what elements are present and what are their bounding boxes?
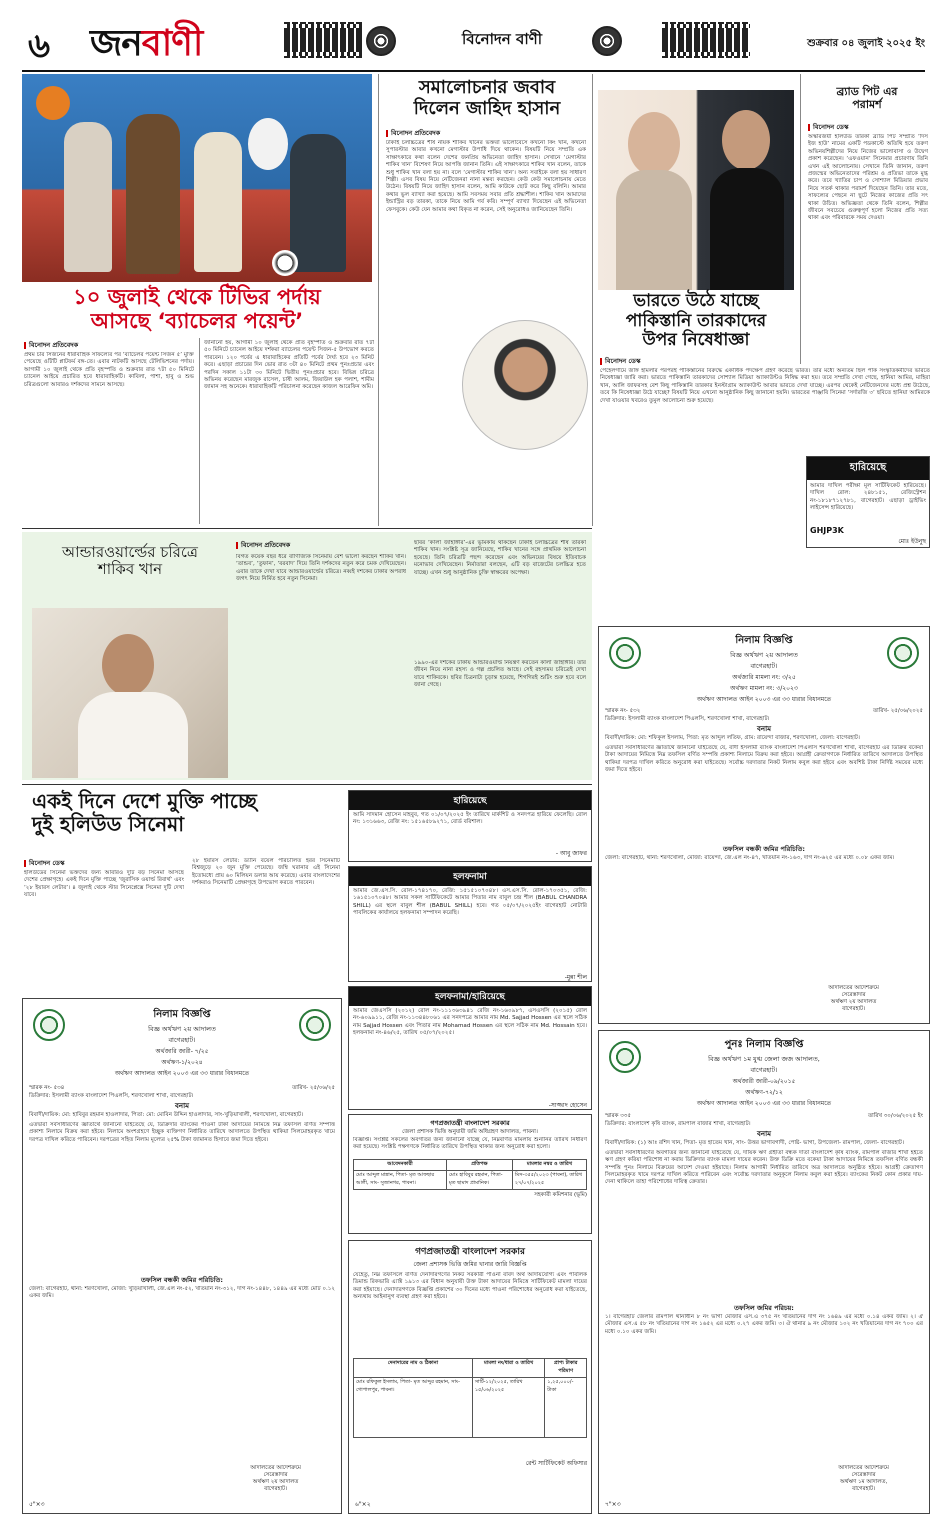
govt-notice-2 (348, 1240, 592, 1514)
table-cell: মোঃ আব্দুল মান্নান, পিতা- মৃত আফছার আলী, সাং- সুজানগর, পাবনা। (354, 1171, 447, 1190)
affidavit-2-title: হলফনামা/হারিয়েছে (349, 987, 591, 1006)
govt-notice-1-header: গণপ্রজাতন্ত্রী বাংলাদেশ সরকার (430, 1119, 510, 1127)
zahid-hasan-headline (384, 78, 590, 119)
auction-notice-2-parties: বিবাদী/দায়িক: মো: হাবিবুর রহমান হাওলাদার, পিতা: মো: মোবিন উদ্দিন হাওলাদার, সাং-খুড়িয়াখালী, শরণখোলা, বাগেরহাট। (29, 1112, 304, 1119)
bachelor-point-headline-line1: ১০ জুলাই থেকে টিভির পর্দায় (73, 285, 321, 309)
auction-notice-1-case1: অর্থজারি মামলা নং: ৩/২৫ (732, 674, 796, 681)
auction-notice-3-title: পুনঃ নিলাম বিজ্ঞপ্তি (724, 1039, 804, 1050)
byline-text: বিনোদন ডেস্ক (29, 859, 65, 867)
zahid-hasan-headline-line2: দিলেন জাহিদ হাসান (413, 97, 561, 119)
auction-notice-2-title: নিলাম বিজ্ঞপ্তি (153, 1009, 211, 1020)
ad-size-label: ৫"×৩ (29, 1501, 45, 1508)
pakistani-stars-photo (598, 90, 794, 290)
auction-notice-2-schedule: জেলা: বাগেরহাট, থানা: শরণখোলা, মৌজা: খুড়িয়াখালী, জে.এল নং-৫২, খতিয়ান নং-৩১২, দাগ নং-১৪৪৮, ১৪৪৯ এর মধ্যে মোট ০.১২ একর জমি। (29, 1285, 335, 1300)
bachelor-point-col2: জানানো হয়, আগামী ১০ জুলাই থেকে প্রতি বৃহস্পতি ও শুক্রবার রাত ৭টা ৫০ মিনিটে চ্যানেল আইয়ে দর্শকরা ব্যাচেলর পয়েন্ট সিজন-৫ উপভোগ করতে পারবেন। ১২০ পর্বের এ ধারাবাহিকের প্রতিটি পর্বের দৈর্ঘ্য হবে ২৩ মিনিট করে। এছাড়া প্রচারের দিন ভোর রাত ৩টা ৪০ মিনিটে প্রথম পুনঃপ্রচার এবং পরদিন সকাল ১১টা ৩০ মিনিটে দ্বিতীয় পুনঃপ্রচার হবে। বিভিন্ন চরিত্রে অভিনয় করেছেন মারজুক রাসেল, চাষী আলম, জিয়াউল হক পলাশ, শামীম জামান সহ অনেকে। ধারাবাহিকটি পরিচালনা করেছেন কাজল আরেফিন অমি। (204, 340, 374, 391)
court-seal-icon (33, 1009, 65, 1041)
byline-text: বিনোদন প্রতিবেদক (391, 129, 441, 137)
signature-line4: বাগেরহাট। (852, 1486, 876, 1492)
auction-notice-1-date: তারিখ- ২৫/০৬/২০২৫ (873, 708, 923, 714)
bachelor-point-byline (24, 340, 194, 351)
vehicle-plate: GHJP3K (810, 526, 844, 535)
auction-notice-3-court: বিজ্ঞ অর্থঋণ ১ম যুগ্ম জেলা জজ আদালত, (708, 1055, 820, 1063)
byline-text: বিনোদন ডেস্ক (605, 357, 641, 365)
auction-notice-1-schedule: জেলা: বাগেরহাট, থানা: শরণখোলা, মৌজা: রায়েন্দা, জে.এল নং-৪৭, খতিয়ান নং-১৬৩, দাগ নং-৬২৫ এর মধ্যে ০.০৮ একর জমি। (605, 854, 895, 861)
auction-notice-2-decree: ডিক্রিদার: ইসলামী ব্যাংক বাংলাদেশ পিএলসি, শরণখোলা শাখা, বাগেরহাট। (29, 1093, 194, 1099)
ad-size-label: ৬"×২ (355, 1501, 371, 1508)
auction-notice-1-place: বাগেরহাট। (750, 662, 778, 670)
shakib-khan-col3: ১৯৯০-এর দশকের ঢাকায় আন্ডারওয়ার্ল্ড নিয়ন্ত্রণ করতেন কালা জাহাঙ্গীর। তার জীবন নিয়ে নানা রহস্য ও গল্প প্রচলিত আছে। সেই রহস্যময় চরিত্রেই দেখা যাবে শাকিবকে। ছবির চিত্রনাট্য চূড়ান্ত হয়েছে, শিগগিরই শুটিং শুরু হবে বলে জানা গেছে। (414, 660, 586, 689)
shakib-khan-byline (236, 540, 406, 551)
auction-notice-1-schedule-title: তফসিল বন্ধকী জমির পরিচিতি: (723, 844, 805, 853)
table-header: আবেদনকারী (354, 1160, 447, 1171)
auction-notice-2-versus: বনাম (175, 1102, 189, 1111)
signature-line3: অর্থঋণ ১ম আদালত, (840, 1479, 888, 1485)
govt-notice-2-header: গণপ্রজাতন্ত্রী বাংলাদেশ সরকার (415, 1247, 525, 1257)
shakib-khan-headline-line1: আন্ডারওয়ার্ল্ডের চরিত্রে (62, 543, 198, 561)
auction-notice-3-signature (838, 1465, 889, 1493)
page-number: ৬ (28, 26, 51, 66)
shakib-khan-col1: বিগত কয়েক বছর ধরে বাণিজ্যিক সিনেমায় বেশ ভালো করছেন শাকিব খান। ‘তান্ডব’, ‘তুফান’, ‘বরবাদ’ দিয়ে তিনি দর্শকদের নতুন করে চমক দেখিয়েছেন। এবার তাকে দেখা যাবে আন্ডারওয়ার্ল্ডের চরিত্রে। নব্বই দশকের ঢাকার অপরাধ জগৎ নিয়ে নির্মিত হবে নতুন সিনেমা। (236, 554, 406, 583)
section-rule (22, 528, 592, 529)
auction-notice-2-body: এতদ্বারা সর্বসাধারণের জ্ঞাতার্থে জানানো যাইতেছে যে, ডিক্রিদার ব্যাংকের পাওনা টাকা আদায়ের নিমিত্তে নিম্ন তফসিল বর্ণিত সম্পত্তি প্রকাশ্য নিলামে বিক্রয় করা হইবে। নিলামে অংশগ্রহণে ইচ্ছুক ব্যক্তিগণ নির্ধারিত তারিখে আদালতে উপস্থিত থাকিয়া সিলমোহরকৃত খামে দরপত্র দাখিল করিতে পারিবেন। দরপত্রের সহিত নিলাম মূল্যের ২৫% টাকা জামানত হিসাবে জমা দিতে হইবে। (29, 1121, 335, 1143)
shakib-khan-headline-line2: শাকিব খান (97, 560, 163, 579)
signature-line4: বাগেরহাট। (264, 1486, 288, 1492)
brad-pitt-title-line2: পরামর্শ (852, 97, 882, 111)
pakistani-stars-byline (600, 356, 790, 367)
byline-text: বিনোদন প্রতিবেদক (29, 341, 79, 349)
auction-notice-3-case1: অর্থজারী জারী-০৯/২০১৫ (732, 1078, 796, 1085)
pakistani-stars-headline-line1: ভারতে উঠে যাচ্ছে (633, 291, 759, 311)
affidavit-2-body: আমার জেএসসি (২০১২) রোল নং-১১১৩৬৩৯৪১ রেজি নং-১৬০৯৮৭, এসএসসি (২০১৫) রোল নং-৬০৯৯১১, রেজি নং-১১৩৪৪৮০৬১ এর সনদপত্রে আমার নাম Md. Sajjad Hossen এর স্থলে সঠিক নাম Sajjad Hossen এবং পিতার নাম Mohamad Hossen এর স্থলে সঠিক নাম Md. Hossain হবে। হলফনামা নং-৪৬/২৫, তারিখ ০৫/০৭/২০২৫। (353, 1008, 587, 1037)
affidavit-1 (348, 866, 592, 982)
govt-notice-2-table (353, 1358, 587, 1438)
table-header: মামলার নম্বর ও তারিখ (512, 1160, 586, 1171)
lost-notice-title: হারিয়েছে (807, 457, 929, 480)
brad-pitt-body: অস্কারজয়ী হলিউড তারকা ব্র্যাড পিট সম্প্রতি ‘দিস ইজ হাউ’ নামের একটি পডকাস্টে অতিথি হয়ে তরুণ অভিনয়শিল্পীদের নিয়ে নিজের ভালোবাসা ও উদ্বেগ প্রকাশ করেছেন। ‘এফওয়ান’ সিনেমার প্রচারণায় তিনি এখন এই আলোচনায়। সেখানে তিনি জানান, তরুণ প্রজন্মের অভিনেতাদের পরিশ্রম ও প্রতিভা তাকে মুগ্ধ করে। তবে খ্যাতির চাপ ও সোশ্যাল মিডিয়ার প্রভাব নিয়ে সতর্ক থাকার পরামর্শ দিয়েছেন তিনি। তার মতে, সাফল্যের পেছনে না ছুটে নিজের কাজের প্রতি সৎ থাকা উচিত। অভিজ্ঞতা থেকে তিনি বলেন, শিল্পীর জীবনে সবচেয়ে গুরুত্বপূর্ণ হলো নিজের প্রতি সত্য থাকা এবং পরিবারকে সময় দেওয়া। (808, 134, 928, 222)
lost-notice-1-signature: - আবু জাফর (555, 850, 587, 857)
govt-notice-1-table (353, 1159, 587, 1190)
auction-notice-1-ref: স্মারক নং- ৫৩২ (605, 708, 641, 714)
signature-line4: বাগেরহাট। (842, 1006, 866, 1012)
table-header: দেনাদারের নাম ও ঠিকানা (354, 1359, 473, 1378)
issue-date: শুক্রবার ০৪ জুলাই ২০২৫ ইং (807, 38, 925, 49)
bachelor-point-cast-photo (22, 74, 372, 282)
affidavit-2 (348, 986, 592, 1110)
auction-notice-2 (22, 998, 342, 1514)
hollywood-col2: ২৮ ইয়ারস লেটার: ড্যানি বয়েল পরিচালিত হরর সিনেমাটি বিশ্বজুড়ে ২০ জুন মুক্তি পেয়েছে। জম্বি ঘরানার এই সিনেমা ইতোমধ্যে প্রায় ৬০ মিলিয়ন ডলার আয় করেছে। এবার বাংলাদেশের দর্শকরাও সিনেমাটি প্রেক্ষাগৃহে উপভোগ করতে পারবেন। (192, 858, 340, 887)
zahid-hasan-body: ঢাকাই চলচ্চিত্রের শীর্ষ নায়ক শাকিব খানের ভক্তরা ভালোবেসে কখনো কিং খান, কখনো সুপারস্টার আবার কখনো মেগাস্টার উপাধি দিয়ে থাকেন। বিষয়টি নিয়ে সম্প্রতি এক সাক্ষাৎকারে কথা বলেন দেশের জনপ্রিয় অভিনেতা জাহিদ হাসান। সেখানে ‘মেগাস্টার শাকিব খান’ বিশেষণ নিয়ে আপত্তি জানান তিনি। এই সাক্ষাৎকারে শাকিব খান বলেন, তাকে শুধু শাকিব খান বলা হয় না। বলে ‘মেগাস্টার শাকিব খান’। অন্য সবাইকে বলা হয় সাধারণ শিল্পী। এসব বিষয় নিয়ে নেটিজেনরা নানা মন্তব্য করছেন। কেউ কেউ সমালোচনায় মেতে উঠেন। বিষয়টি নিয়ে জাহিদ হাসান বলেন, আমি কাউকে ছোট করে কিছু বলিনি। আমার কথার ভুল ব্যাখ্যা করা হয়েছে। আমি সবসময় সবার প্রতি শ্রদ্ধাশীল। শাকিব খান আমাদের ইন্ডাস্ট্রির বড় তারকা, তাকে নিয়ে আমি গর্ব করি। সম্পূর্ণ ব্যাখ্যা দিয়েছেন এই অভিনেতা ফেসবুকে। কেউ যেন আমার কথা বিকৃত না করেন, সেই অনুরোধও জানিয়েছেন তিনি। (386, 140, 586, 213)
lost-notice-right (806, 456, 930, 548)
signature-line3: অর্থঋণ ২য় আদালত (252, 1479, 299, 1485)
brad-pitt-title (806, 86, 928, 111)
column-divider (378, 74, 379, 526)
affidavit-1-signature: -মুন্না শীল (564, 974, 587, 981)
govt-notice-1-sub: জেলা প্রশাসক ভিত্তি অনুযায়ী জমি অধিগ্রহণ আদালত, পাবনা। (402, 1129, 538, 1135)
brad-pitt-title-line1: ব্র্যাড পিট এর (836, 85, 898, 98)
column-divider (199, 338, 200, 524)
shakib-khan-feature (22, 532, 592, 780)
auction-notice-1-court: বিজ্ঞ অর্থঋণ ২য় আদালত (730, 651, 798, 659)
table-cell: মোঃ রফিকুল ইসলাম, পিতা- মৃত আব্দুর রহমান, সাং- গোপালপুর, পাবনা। (354, 1378, 473, 1438)
govt-notice-2-sub: জেলা প্রশাসক ভিত্তি জমির খানার জারি বিজ্ঞপ্তি (413, 1261, 527, 1268)
affidavit-1-title: হলফনামা (349, 867, 591, 886)
hollywood-col1: হলিউডের সিনেমা ভক্তদের জন্য আবারও দুটি বড় সিনেমা আসছে দেশের প্রেক্ষাগৃহে। একই দিনে মুক্তি পাচ্ছে ‘জুরাসিক ওয়ার্ল্ড রিবার্থ’ এবং ‘২৮ ইয়ারস লেটার’। ৪ জুলাই থেকে স্টার সিনেপ্লেক্সে সিনেমা দুটি দেখা যাবে। (24, 870, 184, 899)
column-divider (592, 74, 593, 526)
govt-notice-1-footer: সহকারী কমিশনার (ভূমি) (534, 1192, 587, 1198)
lost-notice-signature: মোঃ ইউনুছ (898, 538, 926, 545)
byline-text: বিনোদন ডেস্ক (813, 123, 849, 131)
shakib-khan-headline (30, 544, 230, 579)
auction-notice-2-case1: অর্থজারি জারী- ৭/২৫ (155, 1048, 209, 1055)
lost-notice-body: আমার দাখিল পরীক্ষা মূল সার্টিফিকেট হারিয়েছে। দাখিল রোল: ২৪৮১৫১, রেজিস্ট্রেশন নং-১৮১৮৭১২৭৮১, বাগেরহাট। এছাড়া ড্রাইভিং লাইসেন্স হারিয়েছে। (810, 483, 926, 512)
logo (90, 16, 202, 68)
auction-notice-1-signature (828, 985, 879, 1013)
bank-logo-icon (887, 637, 919, 669)
pakistani-stars-headline-line3: উপর নিষেধাজ্ঞা (642, 330, 750, 351)
auction-notice-3-versus: বনাম (757, 1130, 771, 1139)
signature-line2: সেরেস্তাদার (851, 1472, 876, 1478)
film-strip-left (284, 22, 364, 58)
auction-notice-3 (598, 1030, 930, 1514)
auction-notice-1-decree: ডিক্রিদার: ইসলামী ব্যাংক বাংলাদেশ পিএলসি, শরণখোলা শাখা, বাগেরহাট। (605, 716, 770, 722)
govt-notice-1 (348, 1114, 592, 1234)
film-reel-icon-right (592, 26, 622, 56)
auction-notice-3-date: তারিখ ৩০/০৬/২০২৫ ইং (868, 1113, 923, 1119)
pakistani-stars-headline (598, 292, 794, 351)
column-divider (800, 74, 801, 364)
auction-notice-3-decree: ডিক্রিদার: বাংলাদেশ কৃষি ব্যাংক, রামপাল বাজার শাখা, বাগেরহাট। (605, 1121, 751, 1127)
auction-notice-1-body: এতদ্বারা সর্বসাধারণের জ্ঞাতার্থে জানানো যাইতেছে যে, বাদী ইসলামী ব্যাংক বাংলাদেশ পিএলসি শরণখোলা শাখা, বাগেরহাট এর ডিক্রির বকেয়া টাকা আদায়ের নিমিত্তে নিম্ন তফসিল বর্ণিত সম্পত্তি প্রকাশ্য নিলামে বিক্রয় করা হইবে। আগ্রহী ক্রেতাগণকে নির্ধারিত তারিখে আদালতে উপস্থিত থাকিয়া দরপত্র দাখিল করিতে অনুরোধ করা যাইতেছে। সর্বোচ্চ দরদাতার নিকট নিলাম কবুল করা হইবে এবং অবশিষ্ট টাকা নির্দিষ্ট সময়ের মধ্যে জমা দিতে হইবে। (605, 744, 923, 774)
bachelor-point-headline (22, 285, 372, 333)
table-cell: মিস-৩৫৫/২০২৩ (পাবনা), তারিখ ২৭/০৭/২০২৫ (512, 1171, 586, 1190)
shakib-khan-photo (32, 608, 228, 778)
logo-part-b: বাণী (141, 23, 203, 64)
signature-line1: আদালতের আদেশক্রমে (838, 1465, 889, 1471)
govt-notice-2-footer: রেন্ট সার্টিফিকেট অফিসার (525, 1460, 587, 1467)
auction-notice-3-place: বাগেরহাট। (750, 1066, 778, 1074)
signature-line3: অর্থঋণ ২য় আদালত (830, 999, 877, 1005)
auction-notice-1-parties: বিবাদী/দায়িক: মো: শফিকুল ইসলাম, পিতা: মৃত আব্দুল লতিফ, গ্রাম: রায়েন্দা বাজার, শরণখোলা, জেলা: বাগেরহাট। (605, 735, 860, 742)
affidavit-2-signature: -সাজ্জাদ হোসেন (548, 1102, 587, 1109)
zahid-hasan-headline-line1: সমালোচনার জবাব (418, 77, 556, 98)
table-header: প্রতিপক্ষ (446, 1160, 512, 1171)
table-cell: সার্টি-১২/২০২৫, তারিখ ১৫/০৬/২০২৫ (472, 1378, 544, 1438)
masthead (22, 10, 925, 68)
table-row (354, 1171, 587, 1190)
auction-notice-2-court: বিজ্ঞ অর্থঋণ ২য় আদালত (148, 1025, 216, 1033)
auction-notice-2-case2: অর্থঋণ-১/২০২৪ (161, 1059, 203, 1066)
auction-notice-3-body: এতদ্বারা সর্বসাধারণের অবগতির জন্য জানানো যাইতেছে যে, দায়িক ঋণ গ্রহীতা বন্ধক দাতা বাংলাদেশ কৃষি ব্যাংক, রামপাল বাজার শাখা হইতে ঋণ গ্রহণ করিয়া পরিশোধ না করায় ডিক্রিদার ব্যাংক মামলা দায়ের করেন। উক্ত ডিক্রি মতে বকেয়া টাকা আদায়ের নিমিত্তে তফসিল বর্ণিত বন্ধকী সম্পত্তি পুনঃ নিলামে বিক্রয়ের আদেশ দেওয়া হইয়াছে। নিলাম আগামী নির্ধারিত তারিখে অত্র আদালতে অনুষ্ঠিত হইবে। আগ্রহী ক্রেতাগণ সিলমোহরকৃত খামে দরপত্র দাখিল করিতে পারিবেন এবং সর্বোচ্চ দরদাতার অনুকূলে নিলাম কবুল করা হইবে। ব্যাংকের নিকট কোন প্রকার দায়-দেনা থাকিলে তাহা পরিশোধের দায়িত্ব ক্রেতার। (605, 1149, 923, 1186)
table-row (354, 1378, 587, 1438)
bank-logo-icon (609, 1041, 641, 1073)
section-rule (22, 784, 592, 785)
bachelor-point-headline-line2: আসছে ‘ব্যাচেলর পয়েন্ট’ (90, 309, 304, 334)
table-cell: ১,২৫,০০০/- টাকা (545, 1378, 587, 1438)
auction-notice-2-signature (250, 1465, 301, 1493)
auction-notice-2-schedule-title: তফসিল বন্ধকী জমির পরিচিতি: (141, 1275, 223, 1284)
lost-notice-1 (348, 790, 592, 862)
hollywood-headline-line1: একই দিনে দেশে মুক্তি পাচ্ছে (32, 789, 257, 813)
auction-notice-2-ref: স্মারক নং- ৫৩৪ (29, 1085, 65, 1091)
pakistani-stars-body: পেহেলগামে জঙ্গি হামলার পরপরই পাকিস্তানের বিরুদ্ধে একাধিক পদক্ষেপ গ্রহণ করেছে ভারত। তার মধ্যে অন্যতম ছিল পাক সংস্কৃতিকর্মীদের ভারতে নিষেধাজ্ঞা জারি করা। ভারতে পাকিস্তানি তারকাদের সোশ্যাল মিডিয়া অ্যাকাউন্টও নিষিদ্ধ করা হয়। তবে সম্প্রতি দেখা গেছে, হানিয়া আমির, মাহিরা খান, আলি জাফরসহ বেশ কিছু পাকিস্তানি তারকার ইনস্টাগ্রাম অ্যাকাউন্ট আবার ভারতে দেখা যাচ্ছে। এরপর থেকেই নেটিজেনদের মধ্যে প্রশ্ন উঠেছে, তবে কি নিষেধাজ্ঞা উঠে যাচ্ছে? বিষয়টি নিয়ে এখনো আনুষ্ঠানিক কিছু জানানো হয়নি। ভারতের পাঞ্জাবি সিনেমা ‘সর্দারজি ৩’ ছবিতে হানিয়া আমিরকে দেখা যাওয়ার খবরেও তুমুল আলোচনা শুরু হয়েছে। (600, 368, 930, 404)
auction-notice-1-versus: বনাম (757, 725, 771, 734)
affidavit-1-body: আমার জে.এস.সি. রোল-১৭৪১৭০, রেজি: ১৫১৫১০৭০৪৮। এস.এস.সি. রোল-১৭০৩৫১, রেজি: ১৬১৫১০৭০৪৮। আমার সকল সার্টিফিকেটে আমার পিতার নাম বাবুল চন্দ্র শীল (BABUL CHANDRA SHILL) এর স্থলে বাবুল শীল (BABUL SHILL) হবে। গত ০৫/০৭/২০২৫ইং বাগেরহাট নোটারি পাবলিকের কার্যালয়ে হলফনামা সম্পাদন করেছি। (353, 888, 587, 917)
auction-notice-2-place: বাগেরহাট। (168, 1036, 196, 1044)
govt-notice-2-body: যেহেতু, নিম্ন তফসিলে বর্ণিত দেনাদারগণের নিকট সরকারী পাওনা বাবদ অর্থ আদায়যোগ্য এবং পাবলিক ডিমান্ড রিকভারি এ্যাক্ট ১৯১৩ এর বিধান অনুযায়ী উক্ত টাকা আদায়ের নিমিত্তে সার্টিফিকেট মামলা দায়ের করা হইয়াছে। দেনাদারগণকে বিজ্ঞপ্তি প্রকাশের ৩০ দিনের মধ্যে পাওনা পরিশোধের অনুরোধ করা যাইতেছে, অন্যথায় আইনানুগ ব্যবস্থা গ্রহণ করা হইবে। (353, 1272, 587, 1301)
auction-notice-1-act: অর্থঋণ আদালত আইন ২০০৩ এর ৩৩ ধারার বিধানমতে (696, 696, 832, 703)
shakib-khan-col2: ছবির ‘কালা জাহাঙ্গীর’-এর ভূমিকায় থাকছেন ঢাকাই চলচ্চিত্রের শীর্ষ তারকা শাকিব খান। সংশ্লিষ্ট সূত্র জানিয়েছে, শাকিব খানের সঙ্গে প্রাথমিক আলোচনা হয়েছে। তিনি চরিত্রটি পছন্দ করেছেন এবং অভিনয়ের বিষয়ে ইতিবাচক মনোভাব দেখিয়েছেন। নির্মাতারা বলছেন, এটি বড় বাজেটের চলচ্চিত্র হতে যাচ্ছে। এখন শুধু আনুষ্ঠানিক চুক্তি স্বাক্ষরের অপেক্ষা। (414, 540, 586, 576)
hollywood-headline (22, 790, 342, 836)
bank-logo-icon (299, 1009, 331, 1041)
hollywood-byline (24, 858, 184, 869)
masthead-rule (22, 70, 925, 72)
auction-notice-3-case2: অর্থঋণ-৭২/১২ (745, 1089, 783, 1096)
signature-line2: সেরেস্তাদার (841, 992, 866, 998)
auction-notice-1-title: নিলাম বিজ্ঞপ্তি (735, 635, 793, 646)
lost-notice-1-title: হারিয়েছে (349, 791, 591, 810)
bachelor-point-col1: প্রথম চার সিজনের ধারাবাহিক সাফল্যের পর ‘ব্যাচেলর পয়েন্ট সিজন ৫’ মুক্তি পেয়েছে ওটিটি প্লাটফর্ম বঙ্গ-তে। এবার নাটকটি আসছে টেলিভিশনের পর্দায়। আগামী ১০ জুলাই থেকে প্রতি বৃহস্পতি ও শুক্রবার রাত ৭টা ৫০ মিনিটে চ্যানেল আইয়ে প্রচারিত হবে ধারাবাহিকটি। কাবিলা, পাশা, হাবু ও শুভ চরিত্রগুলো আবারও দর্শকদের সামনে আসছে। (24, 352, 194, 388)
auction-notice-3-schedule: ১। বাগেরহাট জেলার রামপাল থানাধীন ৮ নং ভাগা মৌজার এস.এ ৩৭৫ নং খতিয়ানের দাগ নং ১৬৪৯ এর মধ্যে ০.১৪ একর জমি। ২। ঐ মৌজার এস.এ ৫৮ নং খতিয়ানের দাগ নং ১৬৫২ এর মধ্যে ০.২৭ একর জমি। ৩। ঐ থানার ৯ নং মৌজার ১০২ নং খতিয়ানের দাগ নং ৭০০ এর মধ্যে ০.১০ একর জমি। (605, 1313, 923, 1335)
table-cell: মোঃ হাবিবুর রহমান, পিতা- মৃত ছামাদ প্রামানিক। (446, 1171, 512, 1190)
zahid-hasan-byline (386, 128, 586, 139)
signature-line2: সেরেস্তাদার (263, 1472, 288, 1478)
ad-size-label: ৭"×৩ (605, 1501, 621, 1508)
byline-text: বিনোদন প্রতিবেদক (241, 541, 291, 549)
auction-notice-3-act: অর্থঋণ আদালত আইন ২০০৩ এর ৩৩ ধারার বিধানমতে (696, 1100, 832, 1107)
auction-notice-2-date: তারিখ- ২৫/০৬/২৫ (292, 1085, 335, 1091)
hollywood-headline-line2: দুই হলিউড সিনেমা (32, 812, 185, 836)
logo-part-a: জন (90, 23, 142, 64)
signature-line1: আদালতের আদেশক্রমে (250, 1465, 301, 1471)
auction-notice-1 (598, 626, 930, 1024)
signature-line1: আদালতের আদেশক্রমে (828, 985, 879, 991)
zahid-hasan-portrait (462, 320, 588, 450)
auction-notice-1-case2: অর্থঋণ মামলা নং: ৩/২০২৩ (730, 685, 798, 692)
table-header: প্রাপ্য টাকার পরিমাণ (545, 1359, 587, 1378)
auction-notice-3-schedule-title: তফসিল জমির পরিচয়: (734, 1303, 794, 1312)
auction-notice-3-parties: বিবাদী/দায়িক: (১) আঃ রশিদ খান, পিতা- মৃত হাতেম খান, সাং- উত্তর ভাগাবগাদী, পোষ্ট- ভাগা, উপজেলা- রামপাল, জেলা- বাগেরহাট। (605, 1140, 904, 1147)
film-strip-right (662, 22, 750, 58)
auction-notice-3-ref: স্মারক ৩৩৫ (605, 1113, 631, 1119)
pakistani-stars-headline-line2: পাকিস্তানি তারকাদের (625, 310, 767, 331)
brad-pitt-byline (808, 122, 926, 133)
court-seal-icon (609, 637, 641, 669)
auction-notice-2-act: অর্থঋণ আদালত আইন ২০০৩ এর ৩৩ ধারার বিধানমতে (114, 1070, 250, 1077)
lost-notice-1-body: আমি সাদমান হোসেন মাহবুব, গত ০১/০৭/২০২৫ ইং তারিখে মার্কশিট ও সনদপত্র হারিয়ে ফেলেছি। রোল নং: ১৩১৬৬৩, রেজি নং: ১৫১৬৫৮৯২৭১, বোর্ড বরিশাল। (353, 812, 587, 826)
section-title: বিনোদন বাণী (461, 30, 543, 48)
govt-notice-1-body: বিজ্ঞপ্তি। সংশ্লিষ্ট সকলের অবগতির জন্য জানানো যাচ্ছে যে, নিম্নবর্ণিত মামলায় শুনানির তারিখ নির্ধারণ করা হয়েছে। সংশ্লিষ্ট পক্ষগণকে নির্ধারিত তারিখে উপস্থিত থাকার জন্য অনুরোধ করা হলো। (353, 1137, 587, 1151)
table-header: মামলা নং/ধারা ও তারিখ (472, 1359, 544, 1378)
film-reel-icon-left (366, 26, 396, 56)
